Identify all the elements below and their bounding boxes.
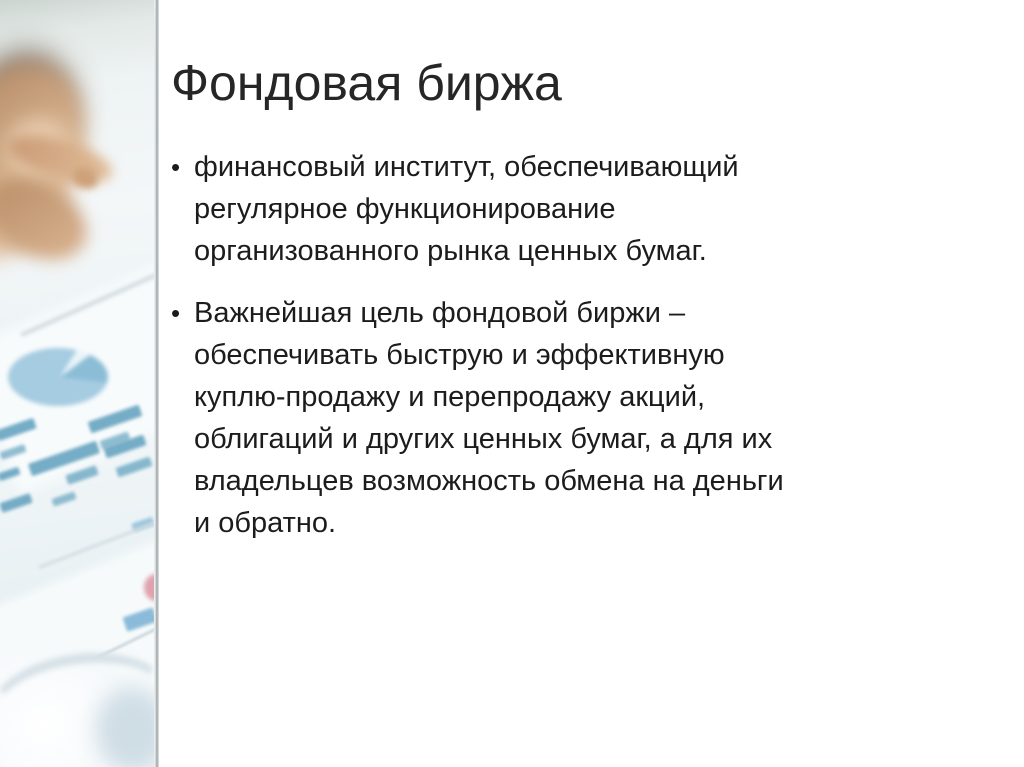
page-title: Фондовая биржа xyxy=(171,55,562,111)
bullet-line: регулярное функционирование xyxy=(194,193,616,225)
bullet-line: владельцев возможность обмена на деньги xyxy=(194,465,784,497)
bullet-line: обеспечивать быструю и эффективную xyxy=(194,339,725,371)
decorative-photo-strip xyxy=(0,0,154,767)
bullet-marker: • xyxy=(171,298,181,328)
bullet-item xyxy=(171,146,971,272)
bullet-text xyxy=(194,146,739,272)
bullet-line: и обратно. xyxy=(194,507,337,539)
bullet-line: организованного рынка ценных бумаг. xyxy=(194,235,707,267)
bullet-item xyxy=(171,292,971,544)
bullet-marker: • xyxy=(171,152,181,182)
photo-pie-chart xyxy=(8,348,108,406)
slide-content xyxy=(159,0,1024,767)
bullet-text xyxy=(194,292,784,544)
bullet-line: Важнейшая цель фондовой биржи – xyxy=(194,297,686,329)
bullet-line: финансовый институт, обеспечивающий xyxy=(194,151,739,183)
bullet-line: облигаций и других ценных бумаг, а для их xyxy=(194,423,773,455)
bullet-line: куплю-продажу и перепродажу акций, xyxy=(194,381,706,413)
bullet-list xyxy=(171,146,971,544)
